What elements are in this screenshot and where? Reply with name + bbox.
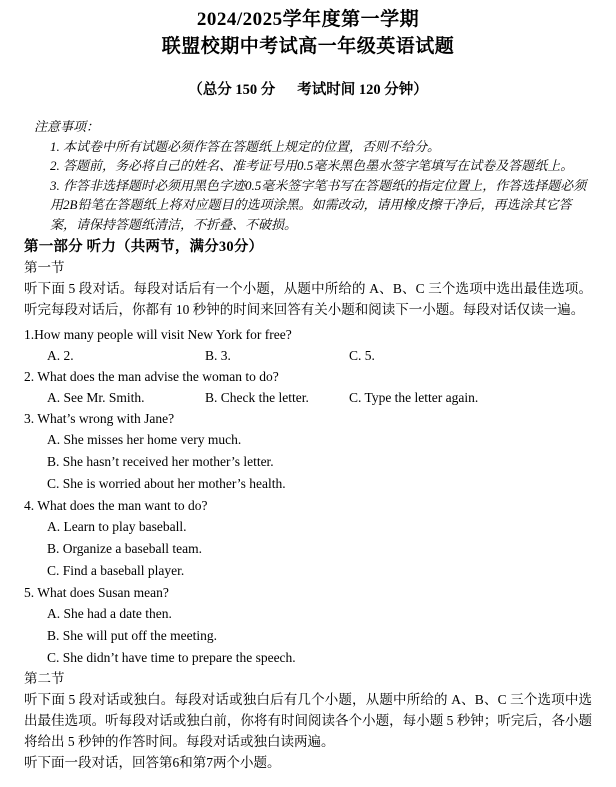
question-stem: 3. What’s wrong with Jane? xyxy=(24,411,175,426)
question-stem: 1.How many people will visit New York for free? xyxy=(24,327,292,342)
section-one-instruction: 听下面 5 段对话。每段对话后有一个小题，从题中所给的 A、B、C 三个选项中选出最佳选项。听完每段对话后，你都有 10 秒钟的时间来回答有关小题和阅读下一小题。每段对话仅读一遍。 xyxy=(24,281,592,317)
part-one-heading: 第一部分 听力（共两节，满分30分） xyxy=(24,239,264,255)
question-options-stack xyxy=(24,516,592,582)
option-c[interactable]: C. She didn’t have time to prepare the speech. xyxy=(47,650,296,665)
section-two-instruction: 听下面 5 段对话或独白。每段对话或独白后有几个小题，从题中所给的 A、B、C 三个选项中选出最佳选项。听每段对话或独白前，你将有时间阅读各个小题，每小题 5 秒钟；听完后，各小题将给出 5 秒钟的作答时间。每段对话或独白读两遍。 xyxy=(24,692,592,749)
option-b[interactable]: B. 3. xyxy=(205,348,231,363)
notes-heading: 注意事项： xyxy=(34,119,100,134)
question-options-row xyxy=(24,387,592,408)
paper-subtitle xyxy=(24,80,592,100)
title-line-2: 联盟校期中考试高一年级英语试题 xyxy=(161,36,455,57)
question-options-stack xyxy=(24,603,592,669)
option-c[interactable]: C. 5. xyxy=(349,348,375,363)
note-item-3: 3. 作答非选择题时必须用黑色字迹0.5毫米签字笔书写在答题纸的指定位置上，作答选择题必须用2B铅笔在答题纸上将对应题目的选项涂黑。如需改动，请用橡皮擦干净后，再选涂其它答案，请保持答题纸清洁，不折叠、不破损。 xyxy=(50,177,587,232)
section-one-label: 第一节 xyxy=(24,260,65,275)
question-options-row xyxy=(24,345,592,366)
title-line-1: 2024/2025学年度第一学期 xyxy=(196,9,420,30)
question-stem: 4. What does the man want to do? xyxy=(24,498,208,513)
subtitle-total-score: （总分 150 分 xyxy=(188,82,276,98)
question-item xyxy=(24,495,592,582)
note-item-1: 1. 本试卷中所有试题必须作答在答题纸上规定的位置，否则不给分。 xyxy=(50,138,441,154)
question-options-stack xyxy=(24,429,592,495)
question-item xyxy=(24,408,592,495)
option-c[interactable]: C. Type the letter again. xyxy=(349,390,479,405)
option-a[interactable]: A. She misses her home very much. xyxy=(47,432,242,447)
question-stem: 5. What does Susan mean? xyxy=(24,585,169,600)
question-item xyxy=(24,582,592,669)
paper-title-block xyxy=(24,0,592,100)
option-c[interactable]: C. She is worried about her mother’s health. xyxy=(47,476,286,491)
option-b[interactable]: B. Check the letter. xyxy=(205,390,309,405)
option-a[interactable]: A. 2. xyxy=(47,348,74,363)
option-b[interactable]: B. She will put off the meeting. xyxy=(47,628,217,643)
subtitle-duration: 考试时间 120 分钟） xyxy=(297,82,428,98)
section-one-question-list xyxy=(24,324,592,669)
question-stem: 2. What does the man advise the woman to do? xyxy=(24,369,279,384)
option-c[interactable]: C. Find a baseball player. xyxy=(47,563,185,578)
notes-block xyxy=(24,117,592,234)
option-a[interactable]: A. Learn to play baseball. xyxy=(47,519,187,534)
notes-list xyxy=(24,137,592,235)
section-two-label: 第二节 xyxy=(24,671,65,686)
note-item-2: 2. 答题前，务必将自己的姓名、准考证号用0.5毫米黑色墨水签字笔填写在试卷及答题纸上。 xyxy=(50,158,574,173)
question-item xyxy=(24,366,592,408)
section-two-lead-in: 听下面一段对话，回答第6和第7两个小题。 xyxy=(24,755,281,770)
option-b[interactable]: B. Organize a baseball team. xyxy=(47,541,202,556)
option-b[interactable]: B. She hasn’t received her mother’s letter. xyxy=(47,454,274,469)
option-a[interactable]: A. See Mr. Smith. xyxy=(47,390,145,405)
option-a[interactable]: A. She had a date then. xyxy=(47,606,172,621)
question-item xyxy=(24,324,592,366)
